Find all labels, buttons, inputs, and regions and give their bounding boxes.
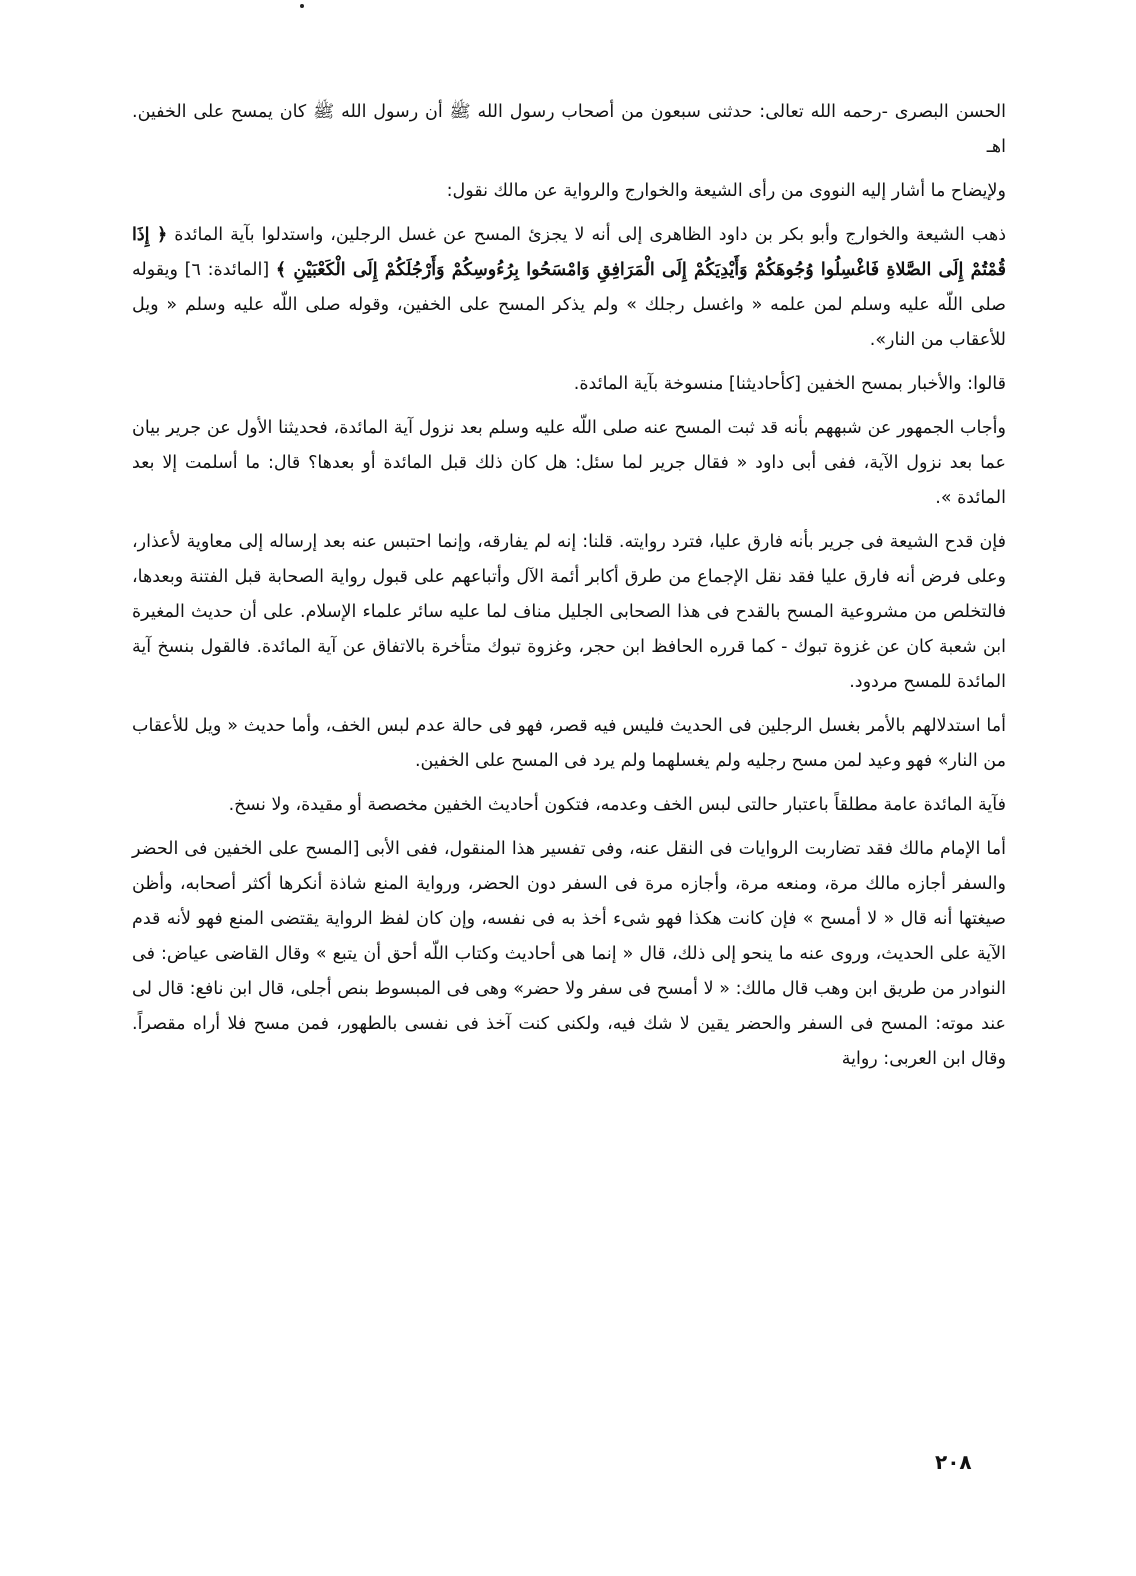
paragraph-3-rest: [المائدة: ٦] ويقوله صلى اللّه عليه وسلم لمن علمه « واغسل رجلك » ولم يذكر المسح على الخفين، وقوله صلى اللّه عليه وسلم « ويل للأعقاب من النار». [132,260,1006,350]
quran-verse: ﴿ إِذَا قُمْتُمْ إِلَى الصَّلاةِ فَاغْسِلُوا وُجُوهَكُمْ وَأَيْدِيَكُمْ إِلَى الْمَرَافِقِ وَامْسَحُوا بِرُءُوسِكُمْ وَأَرْجُلَكُمْ إِلَى الْكَعْبَيْنِ ﴾ [132,225,1006,280]
paragraph-5: وأجاب الجمهور عن شبههم بأنه قد ثبت المسح عنه صلى اللّه عليه وسلم بعد نزول آية المائدة، فحديثنا الأول عن جرير بيان عما بعد نزول الآية، ففى أبى داود « فقال جرير لما سئل: هل كان ذلك قبل المائدة أو بعدها؟ قال: ما أسلمت إلا بعد المائدة ». [132,418,1006,508]
page-number: ٢٠٨ [935,1450,972,1474]
paragraph-1: الحسن البصرى -رحمه الله تعالى: حدثنى سبعون من أصحاب رسول الله ﷺ أن رسول الله ﷺ كان يمسح على الخفين. اهـ [132,102,1006,157]
paragraph-3 [132,218,1006,358]
paragraph-9: أما الإمام مالك فقد تضاربت الروايات فى النقل عنه، وفى تفسير هذا المنقول، ففى الأبى [المسح على الخفين فى الحضر والسفر أجازه مالك مرة، ومنعه مرة، وأجازه مرة فى السفر دون الحضر، ورواية المنع شاذة أنكرها أكثر أصحابه، وأظن صيغتها أنه قال « لا أمسح » فإن كانت هكذا فهو شىء أخذ به فى نفسه، وإن كان لفظ الرواية يقتضى المنع فهو لأنه قدم الآية على الحديث، وروى عنه ما ينحو إلى ذلك، قال « إنما هى أحاديث وكتاب اللّه أحق أن يتبع » وقال القاضى عياض: فى النوادر من طريق ابن وهب قال مالك: « لا أمسح فى سفر ولا حضر» وهى فى المبسوط بنص أجلى، قال ابن نافع: قال لى عند موته: المسح فى السفر والحضر يقين لا شك فيه، ولكنى كنت آخذ فى نفسى بالطهور، فمن مسح فلا أراه مقصراً. وقال ابن العربى: رواية [132,839,1006,1069]
scan-speck [300,4,304,8]
body-text [132,95,1006,1086]
paragraph-7: أما استدلالهم بالأمر بغسل الرجلين فى الحديث فليس فيه قصر، فهو فى حالة عدم لبس الخف، وأما حديث « ويل للأعقاب من النار» فهو وعيد لمن مسح رجليه ولم يغسلهما ولم يرد فى المسح على الخفين. [132,716,1006,771]
paragraph-4: قالوا: والأخبار بمسح الخفين [كأحاديثنا] منسوخة بآية المائدة. [573,374,1006,394]
paragraph-6: فإن قدح الشيعة فى جرير بأنه فارق عليا، فترد روايته. قلنا: إنه لم يفارقه، وإنما احتبس عنه بعد إرساله إلى معاوية لأعذار، وعلى فرض أنه فارق عليا فقد نقل الإجماع من طرق أكابر أئمة الآل وأتباعهم على قبول رواية الصحابة قبل الفتنة وبعدها، فالتخلص من مشروعية المسح بالقدح فى هذا الصحابى الجليل مناف لما عليه سائر علماء الإسلام. على أن حديث المغيرة ابن شعبة كان عن غزوة تبوك - كما قرره الحافظ ابن حجر، وغزوة تبوك متأخرة بالاتفاق عن آية المائدة. فالقول بنسخ آية المائدة للمسح مردود. [132,532,1006,692]
paragraph-2: ولإيضاح ما أشار إليه النووى من رأى الشيعة والخوارج والرواية عن مالك نقول: [446,181,1006,201]
paragraph-8: فآية المائدة عامة مطلقاً باعتبار حالتى لبس الخف وعدمه، فتكون أحاديث الخفين مخصصة أو مقيدة، ولا نسخ. [228,795,1006,815]
paragraph-3-intro: ذهب الشيعة والخوارج وأبو بكر بن داود الظاهرى إلى أنه لا يجزئ المسح عن غسل الرجلين، واستدلوا بآية المائدة [167,225,1006,245]
